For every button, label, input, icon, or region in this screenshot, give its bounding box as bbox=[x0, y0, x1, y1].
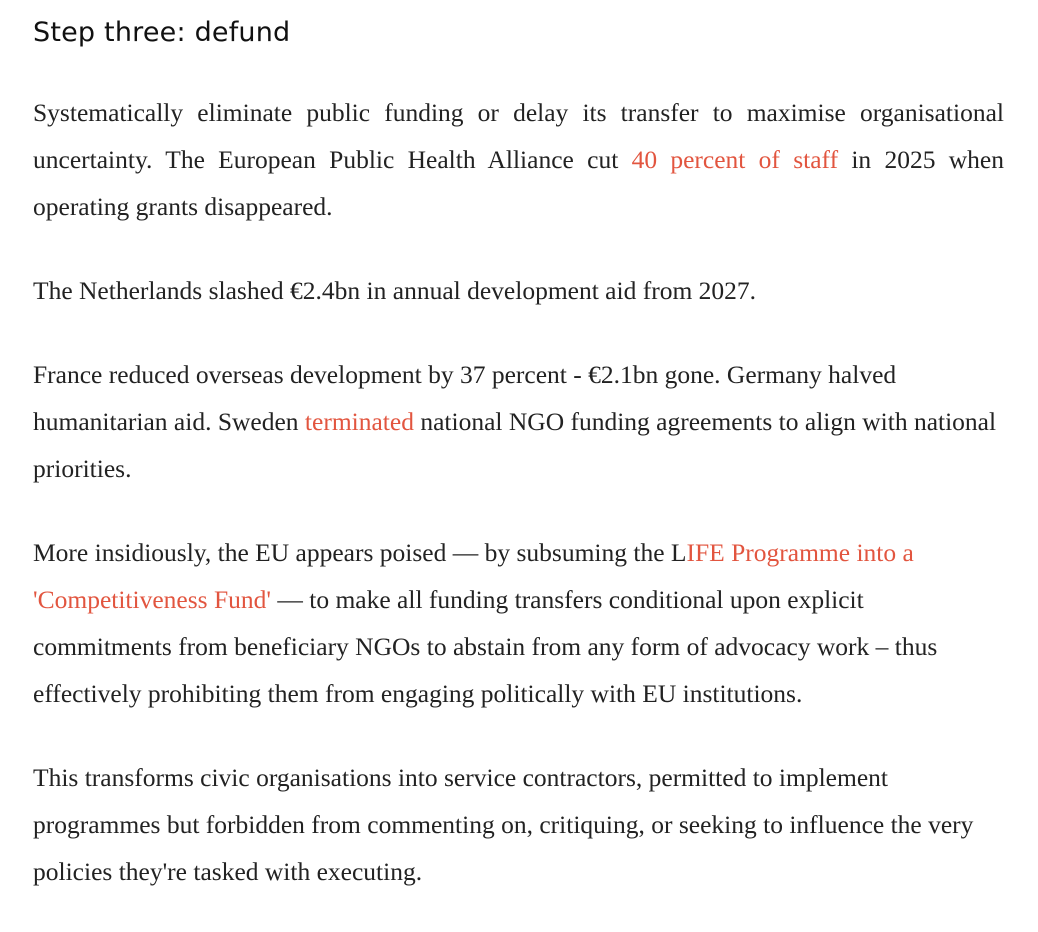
paragraph-epha bbox=[33, 89, 1004, 230]
paragraph-text: in 2025 when operating grants disappeared. bbox=[33, 145, 1004, 221]
section-heading: Step three: defund bbox=[33, 17, 291, 48]
paragraph-text: — to make all funding transfers conditional upon explicit commitments from beneficiary NGOs to abstain from any form of advocacy work – thus effectively prohibiting them from engaging politically with EU institutions. bbox=[33, 585, 938, 708]
paragraph-service-contractors: This transforms civic organisations into service contractors, permitted to implement programmes but forbidden from commenting on, critiquing, or seeking to influence the very policies they're tasked with executing. bbox=[33, 763, 974, 886]
paragraph-text: national NGO funding agreements to align with national priorities. bbox=[33, 407, 997, 483]
link-life-programme[interactable]: IFE Programme into a 'Competitiveness Fund' bbox=[33, 538, 914, 614]
link-40-percent-of-staff[interactable]: 40 percent of staff bbox=[631, 145, 839, 174]
paragraph-text: France reduced overseas development by 37 percent - €2.1bn gone. Germany halved humanitarian aid. Sweden bbox=[33, 360, 897, 436]
paragraph-france-germany-sweden bbox=[33, 351, 1004, 492]
paragraph-text: Systematically eliminate public funding or delay its transfer to maximise organisational uncertainty. The European Public Health Alliance cut bbox=[33, 98, 1004, 174]
paragraph-text: More insidiously, the EU appears poised — by subsuming the L bbox=[33, 538, 687, 567]
paragraph-eu-life-programme bbox=[33, 529, 1004, 717]
link-terminated[interactable]: terminated bbox=[304, 407, 414, 436]
paragraph-netherlands: The Netherlands slashed €2.4bn in annual development aid from 2027. bbox=[33, 276, 757, 305]
article-body bbox=[33, 14, 1004, 932]
